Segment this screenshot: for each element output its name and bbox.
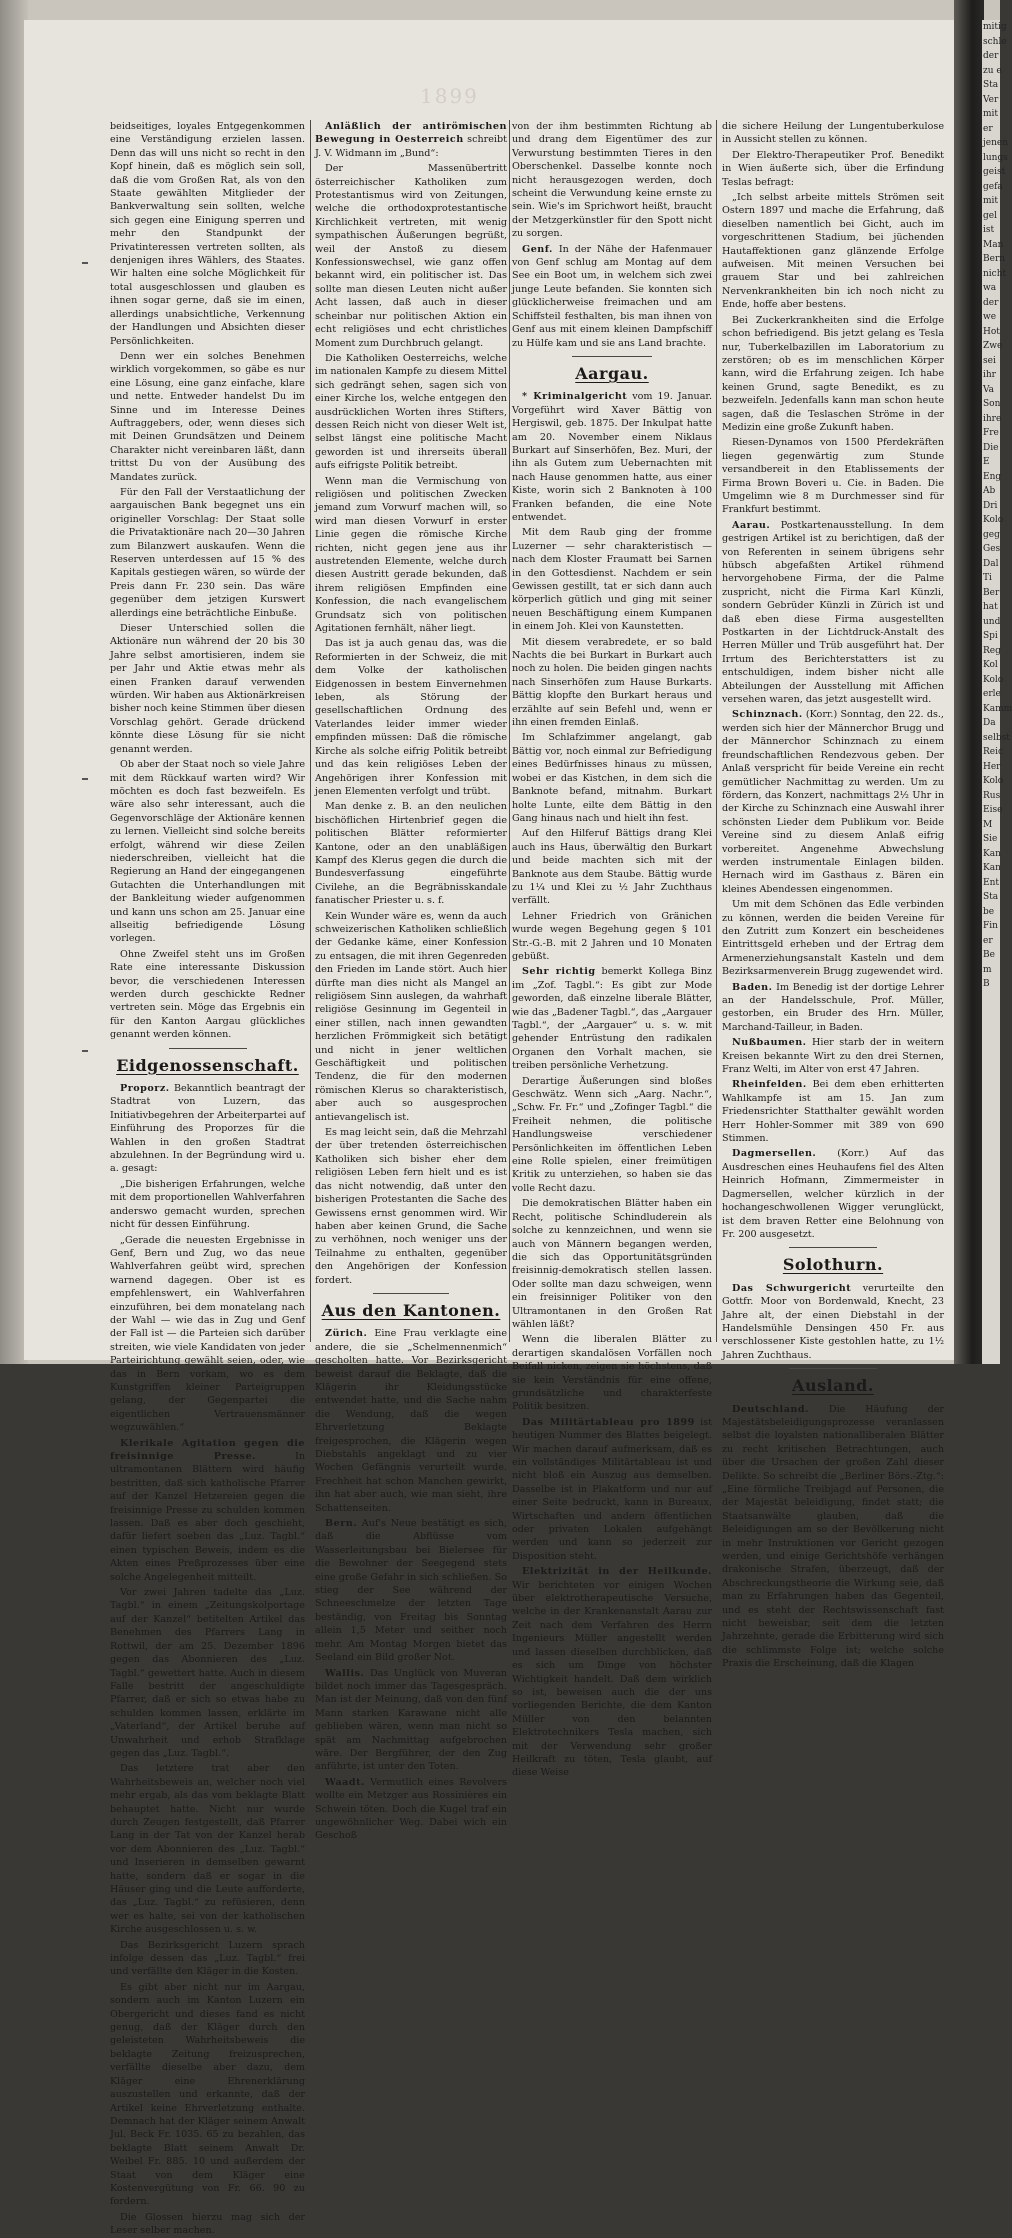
paragraph: Kein Wunder wäre es, wenn da auch schweizerischen Katholiken schließlich der Gedanke käme, einer Konfession zu entsagen, die mit ihren Gegenreden den Frieden im Lande stört. Auch hier dürfte man dies nicht als Mangel an religiösem Sinn auslegen, da wahrhaft religiöse Gesinnung im Gegenteil in einer stillen, nach innen gewandten herzlichen Frömmigkeit sich betätigt und nicht in jener weltlichen Geschäftigkeit und politischen Tendenz, die für den modernen römischen Klerus so charakteristisch, aber auch so ausgesprochen antievangelisch ist.: [315, 910, 507, 1123]
article-text: Wir berichteten vor einigen Wochen über elektrotherapeutische Versuche, welche in der Krankenanstalt Aarau zur Zeit nach dem Verfahren des Herrn Ingenieurs Müller angestellt werden und lassen dieselben durchblicken, daß es sich um Dinge von höchster Wichtigkeit handelt. Daß dem wirklich so ist, beweisen auch die der uns vorliegenden Berichte, die dem Kanton Müller von den belannten Elektrotechnikers Tesla machen, sich mit der Verwendung sehr großer Heilkraft zu töten, Tesla glaubt, auf diese Weise: [512, 1579, 712, 1779]
article-heading: Baden.: [732, 981, 773, 993]
paragraph: Es mag leicht sein, daß die Mehrzahl der über tretenden österreichischen Katholiken sich bisher eher dem religiösen Leben fern hielt und es ist das nicht notwendig, daß unter den bisherigen Protestanten die Sache des Gewissens ernst genommen wird. Wir haben aber keinen Grund, die Sache zu verhöhnen, noch weniger uns der Teilnahme zu enthalten, gegenüber den Angehörigen der Konfession fordert.: [315, 1127, 507, 1286]
column-1: [110, 120, 305, 2237]
facing-page-fragment: mit: [983, 109, 999, 119]
article-heading: Schinznach.: [732, 709, 803, 721]
facing-page-fragment: selbst: [983, 732, 1010, 743]
article-heading: Das Schwurgericht: [732, 1282, 852, 1294]
article-text: verurteilte den Gottfr. Moor von Bordenwald, Knecht, 23 Jahre alt, der einen Diebstahl in der Handelsmühle Densingen 450 Fr. aus verschlossener Kiste gestohlen hatte, zu 1½ Jahren Zuchthaus.: [722, 1282, 944, 1361]
facing-page-fragment: Fin: [983, 921, 998, 931]
facing-page-fragment: Kamm: [983, 703, 1012, 714]
column-3: [512, 120, 713, 1779]
article-heading: Rheinfelden.: [732, 1079, 807, 1091]
article-heading: Genf.: [522, 243, 553, 255]
paragraph: Der Massenübertritt österreichischer Katholiken zum Protestantismus wird von Zeitungen, welche die orthodoxprotestantische Kirchlichkeit vertreten, mit wenig sympathischen Äußerungen begrüßt, weil der Anstoß zu diesem Konfessionswechsel, wie ganz offen bekannt wird, ein politischer ist. Das sollte man diesen Leuten nicht außer Acht lassen, daß auch in dieser scheinbar nur politischen Aktion ein echt religiöses und echt christliches Moment zum Durchbruch gelangt.: [315, 163, 507, 349]
paragraph: Ob aber der Staat noch so viele Jahre mit dem Rückkauf warten wird? Wir möchten es doch fast bezweifeln. Es wäre also sehr interessant, auch die Gegenvorschläge der Aktionäre kennen zu lernen. Vielleicht sind solche bereits erfolgt, während wir diese Zeilen niederschreiben, vielleicht hat die Regierung an Hand der eingegangenen Gutachten die Unterhandlungen mit der Bankleitung wieder aufgenommen und kann uns schon am 25. Januar eine allseitig befriedigende Lösung vorlegen.: [110, 759, 305, 945]
paragraph: Die demokratischen Blätter haben ein Recht, politische Schindluderein als solche zu kennzeichnen, und wenn sie auch von Männern begangen werden, die sich das Opportunitätsgründen freisinnig-demokratisch stellen lassen. Oder sollte man dazu schweigen, wenn ein freisinniger Politiker von den Ultramontanen in den Großen Rat wählen läßt?: [512, 1198, 712, 1330]
facing-page-fragment: Eng: [983, 471, 1002, 482]
section-heading-solothurn: Solothurn.: [782, 1255, 884, 1275]
facing-page-fragment: wa: [983, 283, 997, 293]
paragraph: Riesen-Dynamos von 1500 Pferdekräften liegen gegenwärtig zum Stunde versandbereit in den Etablissements der Firma Brown Boveri u. Cie. in Baden. Die Umgelimn wie 8 m Durchmesser sind für Frankfurt bestimmt.: [722, 437, 944, 516]
paragraph: „Ich selbst arbeite mittels Strömen seit Ostern 1897 und mache die Erfahrung, daß dieselben namentlich bei Gicht, auch im vorgeschrittenen Stadium, bei jüchenden Hautaffektionen ganz glänzende Erfolge aufweisen. Mit meinen Versuchen bei grauem Star und bei zahlreichen Nervenkrankheiten bin ich noch nicht zu Ende, hoffe aber bestens.: [722, 192, 944, 311]
divider: [169, 1048, 247, 1049]
facing-page-fragment: Rus: [983, 790, 1001, 801]
article-text: In ultramontanen Blättern wird häufig bestritten, daß sich katholische Pfarrer auf der Kanzel Hetzereien gegen die freisinnige Presse zu schulden kommen lassen. Daß es aber doch geschieht, dafür liefert soeben das „Luz. Tagbl.“ einen typischen Beweis, indem es die Akten eines Preßprozesses über eine solche Angelegenheit mitteilt.: [110, 1451, 305, 1583]
article-heading: Anläßlich der antirömischen Bewegung in Oesterreich: [315, 121, 507, 146]
facing-page-fragment: geist: [983, 167, 1006, 177]
paragraph: von der ihm bestimmten Richtung ab und drang dem Eigentümer des zur Verwurstung bestimmten Tieres in den Oberschenkel. Dasselbe konnte noch nicht herausgezogen werden, doch scheint die Verwundung keine ernste zu sein. Wie's im Sprichwort heißt, braucht der Metzgerkünstler für den Spott nicht zu sorgen.: [512, 121, 712, 240]
facing-page-fragment: ihre: [983, 413, 1002, 424]
article-heading: Zürich.: [325, 1328, 368, 1340]
article-heading: Waadt.: [325, 1776, 365, 1788]
section-heading-kantonen: Aus den Kantonen.: [321, 1300, 501, 1320]
facing-page-fragment: we: [983, 312, 997, 322]
article-heading: Dagmersellen.: [732, 1148, 817, 1160]
facing-page-fragment: zu e: [983, 65, 1002, 76]
facing-page-fragment: Dal: [983, 558, 999, 569]
paragraph: Der Elektro-Therapeutiker Prof. Benedikt in Wien äußerte sich, über die Erfindung Teslas befragt:: [722, 149, 944, 188]
facing-page-fragment: Da: [983, 718, 996, 728]
column-4: [722, 120, 944, 1670]
facing-page-fragment: Reic: [983, 747, 1004, 757]
facing-page-fragment: Sta: [983, 80, 999, 90]
margin-mark: [82, 778, 88, 780]
article-heading: Nußbaumen.: [732, 1037, 807, 1049]
paragraph: Lehner Friedrich von Gränichen wurde wegen Begehung gegen § 101 Str.-G.-B. mit 2 Jahren und 10 Monaten gebüßt.: [512, 910, 712, 962]
margin-mark: [82, 262, 88, 264]
article-text: Das Unglück von Muveran bildet noch immer das Tagesgespräch. Man ist der Meinung, daß von den fünf Mann starken Karawane nicht alle geblieben wären, wenn man nicht so spät am Nachmittag aufgebrochen wäre. Der Bergführer, der den Zug anführte, ist unter den Toten.: [315, 1667, 507, 1773]
article-heading: Proporz.: [120, 1083, 170, 1095]
article-heading: Aarau.: [732, 519, 771, 531]
facing-page-fragment: Kan: [983, 848, 1001, 859]
facing-page-fragment: ihr: [983, 370, 996, 380]
facing-page-fragment: Eise: [983, 805, 1003, 815]
paragraph: Auf den Hilferuf Bättigs drang Klei auch ins Haus, überwältig den Burkart und beide machten sich mit der Banknote aus dem Staube. Bättig wurde zu 1¼ und Klei zu ½ Jahr Zuchthaus verfällt.: [512, 828, 712, 907]
article-text: Bei dem eben erhitterten Wahlkampfe ist am 15. Jan zum Friedensrichter Statthalter gewählt worden Herr Hohler-Sommer mit 389 von 690 Stimmen.: [722, 1079, 944, 1145]
facing-page-fragment: sei: [983, 355, 996, 366]
facing-page-fragment: jenen: [983, 138, 1009, 148]
facing-page-fragment: Ber: [983, 587, 1000, 598]
article-text: ist heutigen Nummer des Blattes beigelegt. Wir machen darauf aufmerksam, daß es ein vollständiges Militärtableau ist und nicht bloß ein Auszug aus demselben. Dasselbe ist in Plakatform und nur auf einer Seite bedruckt, kann in Bureaux, Wirtschaften und andern öffentlichen oder privaten Lokalen aufgehängt werden und kann so jederzeit zur Disposition steht.: [512, 1416, 712, 1562]
facing-page-fragment: mit: [983, 196, 999, 206]
quote: „Die bisherigen Erfahrungen, welche mit dem proportionellen Wahlverfahren anderswo gemacht wurden, sprechen nicht für dessen Einführung.: [110, 1178, 305, 1231]
paragraph: beidseitiges, loyales Entgegenkommen eine Verständigung erzielen lassen. Denn das will uns nicht so recht in den Kopf hinein, daß es möglich sein soll, daß die vom Großen Rat, als von den Staate gewählten Mitglieder der Bankverwaltung sein sollten, welche sich gegen eine Einigung sperren und mehr den Standpunkt der Privatinteressen vertreten sollten, als denjenigen ihres Wählers, des Staates. Wir halten eine solche Möglichkeit für total ausgeschlossen und glauben es ihnen sogar gerne, daß sie im einen, allerdings unabsichtliche, Verkennung der Handlungen und Absichten dieser Persönlichkeiten.: [110, 121, 305, 347]
facing-page-fragment: Die: [983, 442, 999, 453]
facing-page-fragment: der: [983, 297, 999, 308]
article-text: Eine Frau verklagte eine andere, die sie „Schelmennenmich“ gescholten hatte. Vor Bezirksgericht beweist darauf die Beklagte, daß die Klägerin ihr Kleidungsstücke entwendet hatte, und die Sache nahm die Wendung, daß die wegen Ehrverletzung Beklagte freigesprochen, die Klägerin wegen Diebstahls angeklagt und zu vier Wochen Gefängnis verurteilt wurde. Frechheit hat schon Manchen gewirkt, ihn hat aber auch, wie man sieht, ihre Schattenseiten.: [315, 1328, 507, 1514]
paragraph: die sichere Heilung der Lungentuberkulose in Aussicht stellen zu können.: [722, 121, 944, 146]
column-rule: [716, 120, 717, 1342]
paragraph: Die Glossen hierzu mag sich der Leser selber machen.: [110, 2211, 305, 2237]
article-text: schreibt J. V. Widmann im „Bund“:: [315, 134, 507, 159]
facing-page-fragment: Ver: [983, 94, 999, 105]
facing-page-fragment: er: [983, 935, 993, 946]
facing-page-fragment: Spi: [983, 631, 998, 641]
facing-page-fragment: Bern: [983, 254, 1006, 264]
section-heading-eidgenossenschaft: Eidgenossenschaft.: [116, 1055, 299, 1075]
article-text: Hier starb der in weitern Kreisen bekannte Wirt zu den drei Sternen, Franz Welti, im Alter von erst 47 Jahren.: [722, 1037, 944, 1076]
quote: „Gerade die neuesten Ergebnisse in Genf, Bern und Zug, wo das neue Wahlverfahren geübt wird, sprechen warnend dagegen. Ober ist es empfehlenswert, ein Wahlverfahren einzuführen, bei dem monatelang nach der Wahl — wie das in Zug und Genf der Fall ist — die Parteien sich darüber streiten, wie viele Kandidaten von jeder Parteirichtung gewählt seien, oder, wie das in Bern vorkam, wo es dem Kunstgriffen kleiner Parteigruppen gelang, der Gegenpartei die eigentlichen Vertrauensmänner wegzuwählen.“: [110, 1234, 305, 1434]
article-heading: Wallis.: [325, 1667, 365, 1679]
facing-page-edge: [982, 20, 1012, 1364]
facing-page-fragment: Kolo: [983, 515, 1004, 525]
paragraph: Denn wer ein solches Benehmen wirklich vorgekommen, so gäbe es nur eine Lösung, eine ganz einfache, klare und nette. Entweder handelst Du im Sinne und im Interesse Deines Auftraggebers, oder, wenn dieses sich mit Deinen Grundsätzen und Deinem Charakter nicht vereinbaren läßt, dann trittst Du von der Ausübung des Mandates zurück.: [110, 350, 305, 483]
facing-page-fragment: geg: [983, 529, 1000, 540]
paragraph: Derartige Äußerungen sind bloßes Geschwätz. Wenn sich „Aarg. Nachr.“, „Schw. Fr. Fr.“ und „Zofinger Tagbl.“ die Freiheit nehmen, die politische Handlungsweise verschiedener Persönlichkeiten im öffentlichen Leben eine Rolle spielen, einer freimütigen Kritik zu unterziehen, so haben sie das volle Recht dazu.: [512, 1075, 712, 1194]
paragraph: Für den Fall der Verstaatlichung der aargauischen Bank begegnet uns ein origineller Vorschlag: Der Staat solle die Privataktionäre nach 20—30 Jahren zum Bilanzwert auskaufen. Wenn die Reserven unterdessen auf 15 % des Kapitals gestiegen wären, so würde der Preis dann Fr. 230 sein. Das wäre gegenüber dem jetzigen Kurswert allerdings eine beträchtliche Einbuße.: [110, 486, 305, 619]
article-text: Im Benedig ist der dortige Lehrer an der Handelsschule, Prof. Müller, gestorben, ein Bruder des Hrn. Müller, Marchand-Tailleur, in Baden.: [722, 981, 944, 1033]
paragraph: Das letztere trat aber den Wahrheitsbeweis an, welcher noch viel mehr ergab, als das vom beklagte Blatt behauptet hatte. Nicht nur wurde durch Zeugen festgestellt, daß Pfarrer Lang in der Tat von der Kanzel herab vor dem Abonnieren des „Luz. Tagbl.“ und Inserieren in demselben gewarnt hatte, sondern daß er sogar in die Häuser ging und die Leute aufforderte, das „Luz. Tagbl.“ zu refüsieren, denn wer es halte, sei von der katholischen Kirche ausgeschlossen u. s. w.: [110, 1763, 305, 1936]
paragraph: Man denke z. B. an den neulichen bischöflichen Hirtenbrief gegen die politischen Blätter reformierter Kantone, oder an den unabläßigen Kampf des Klerus gegen die durch die Bundesverfassung eingeführte Civilehe, an die Begräbnisskandale fanatischer Priester u. s. f.: [315, 801, 507, 907]
paragraph: Bei Zuckerkrankheiten sind die Erfolge schon befriedigend. Bis jetzt gelang es Tesla nur, Tuberkelbazillen im Laboratorium zu zerstören; ob es im menschlichen Körper kann, wird die Erfahrung zeigen. Ich habe keinen Grund, sagte Benedikt, es zu bezweifeln. Jedenfalls kann man schon heute sagen, daß die Teslaschen Ströme in der Medizin eine große Zukunft haben.: [722, 314, 944, 433]
margin-mark: [82, 1050, 88, 1052]
article-text: Auf's Neue bestätigt es sich, daß die Abflüsse vom Wasserleitungsbau bei Bielersee für die Bewohner der Seegegend stets eine große Gefahr in sich schließen. So stieg der See während der Schneeschmelze der letzten Tage beständig, von Freitag bis Sonntag allein 1,5 Meter und seither noch mehr. Am Montag Morgen bietet das Seeland ein Bild großer Not.: [315, 1518, 507, 1664]
facing-page-fragment: Zwe: [983, 341, 1003, 351]
facing-page-fragment: mitig: [983, 22, 1007, 32]
paragraph: Die Katholiken Oesterreichs, welche im nationalen Kampfe zu diesem Mittel sich gedrängt sehen, sagen sich von einer Kirche los, welche entgegen den ausdrücklichen Worten ihres Stifters, dessen Reich nicht von dieser Welt ist, selbst längst eine politische Macht geworden ist und ihrerseits überall aufs eifrigste Politik betreibt.: [315, 352, 507, 472]
paragraph: Vor zwei Jahren tadelte das „Luz. Tagbl.“ in einem „Zeitungskolportage auf der Kanzel“ betitelten Artikel das Benehmen des Pfarrers Lang in Rottwil, der am 25. Dezember 1896 gegen das Abonnieren des „Luz. Tagbl.“ gewettert hatte. Auch in diesem Falle bestritt der angeschuldigte Pfarrer, daß er sich so etwas habe zu schulden kommen lassen, erklärte im „Vaterland“, der Artikel beruhe auf Unwahrheit und erhob Strafklage gegen das „Luz. Tagbl.“.: [110, 1587, 305, 1759]
section-heading-aargau: Aargau.: [575, 363, 649, 383]
facing-page-fragment: Kan: [983, 863, 1001, 873]
facing-page-fragment: nicht: [983, 268, 1007, 279]
facing-page-fragment: Va: [983, 384, 995, 395]
article-text: vom 19. Januar. Vorgeführt wird Xaver Bättig von Hergiswil, geb. 1875. Der Inkulpat hatte am 20. November einem Niklaus Burkart auf Sinserhöfen, Bez. Muri, der ihn als Gutem zum Uebernachten mit nach Hause genommen hatte, aus einer Kiste, worin sich 2 Banknoten à 100 Franken befanden, die eine Note entwendet.: [512, 391, 712, 523]
paragraph: Mit dem Raub ging der fromme Luzerner — sehr charakteristisch — nach dem Kloster Fraumatt bei Sarnen in den Gottesdienst. Nachdem er sein Gewissen gestillt, tat er sich dann auch körperlich gütlich und ging mit seiner neuen Beschäftigung einem Kumpanen in einem Joh. Klei von Kaunstetten.: [512, 527, 712, 633]
paragraph: Dieser Unterschied sollen die Aktionäre nun während der 20 bis 30 Jahre selbst amortisieren, indem sie per Jahr und Aktie etwas mehr als einen Franken darauf verwenden würden. Wir haben aus Aktionärkreisen bisher noch keine Stimmen über diesen Vorschlag gehört. Gerade drückend könnte diese Lösung für sie nicht genannt werden.: [110, 623, 305, 755]
column-rule: [509, 120, 510, 1342]
facing-page-fragment: Reg: [983, 645, 1001, 656]
divider: [373, 1293, 450, 1294]
facing-page-fragment: Man: [983, 239, 1004, 250]
facing-page-fragment: hat: [983, 602, 998, 612]
facing-page-fragment: Ti: [983, 573, 992, 583]
facing-page-fragment: Be: [983, 950, 995, 960]
article-text: bemerkt Kollega Binz im „Zof. Tagbl.“: Es gibt zur Mode geworden, daß einzelne liberale Blätter, wie das „Badener Tagbl.“, das „Aargauer Tagbl.“, der „Aargauer“ u. s. w. mit gehender Entrüstung den radikalen Organen den Vorhalt machen, sie treiben persönliche Verhetzung.: [512, 966, 713, 1072]
article-heading: Bern.: [325, 1518, 358, 1530]
book-binding-gutter: [954, 0, 984, 1364]
facing-page-fragment: erle: [983, 689, 1001, 699]
facing-page-fragment: Kolo: [983, 674, 1004, 685]
paragraph: Ohne Zweifel steht uns im Großen Rate eine interessante Diskussion bevor, die verschiedenen Interessen werden durch geschickte Redner vertreten sein. Möge das Ergebnis ein für den Kanton Aargau glückliches genannt werden können.: [110, 948, 305, 1041]
paragraph: Wenn man die Vermischung von religiösen und politischen Zwecken jemand zum Vorwurf machen will, so wird man diesen Vorwurf in erster Linie gegen die römische Kirche richten, nicht gegen jene aus ihr austretenden Elemente, welche durch diesen Austritt gerade bekunden, daß ihrem religiösen Empfinden eine Konfession, die nach evangelischem Grundsatz sich von politischen Agitationen fernhält, näher liegt.: [315, 475, 507, 635]
facing-page-fragment: B: [983, 979, 990, 989]
article-text: Vermutlich eines Revolvers wollte ein Metzger aus Rossinières ein Schwein töten. Doch die Kugel traf ein ungewöhnlicher Weg. Dabei wich ein Geschoß: [315, 1776, 507, 1842]
article-heading: Sehr richtig: [522, 966, 596, 978]
facing-page-fragment: lungs: [983, 152, 1008, 163]
paragraph: Mit diesem verabredete, er so bald Nachts die bei Burkart in Burkart auch noch zu holen. Die beiden gingen nachts nach Sinserhöfen zum Hause Burkarts. Bättig klopfte den Burkart heraus und erzählte auf sein Befehl und, wenn er ihn einen fremden Einlaß.: [512, 636, 712, 729]
facing-page-fragment: ist: [983, 225, 995, 235]
facing-page-fragment: der: [983, 51, 999, 61]
paragraph: Das Bezirksgericht Luzern sprach infolge dessen das „Luz. Tagbl.“ frei und verfällte den Kläger in die Kosten.: [110, 1939, 305, 1978]
facing-page-fragment: Her: [983, 761, 1001, 772]
facing-page-fragment: gefa: [983, 181, 1003, 192]
facing-page-fragment: Kol: [983, 660, 998, 670]
facing-page-fragment: und: [983, 616, 1001, 627]
article-text: (Korr.) Auf das Ausdreschen eines Heuhaufens fiel des Alten Heinrich Hofmann, Zimmermeister in Dagmersellen, welcher kürzlich in der hochangeschwollenen Wigger verunglückt, ist dem braven Retter eine Belohnung von Fr. 200 ausgesetzt.: [722, 1148, 944, 1240]
facing-page-fragment: gel: [983, 210, 997, 221]
facing-page-fragment: Sie: [983, 834, 998, 844]
article-heading: Deutschland.: [732, 1403, 809, 1415]
facing-page-fragment: M: [983, 819, 993, 830]
facing-page-fragment: Son: [983, 399, 1001, 409]
facing-page-fragment: Fre: [983, 428, 999, 438]
article-text: In der Nähe der Hafenmauer von Genf schlug am Montag auf dem See ein Boot um, in welchem sich zwei junge Leute befanden. Sie konnten sich glücklicherweise freimachen und am Schiffsteil festhalten, bis man ihnen von Genf aus mit einem kleinen Dampfschiff zu Hülfe kam und sie ans Land brachte.: [512, 243, 712, 349]
article-heading: Das Militärtableau pro 1899: [522, 1416, 695, 1428]
facing-page-fragment: Ges: [983, 544, 1001, 554]
paragraph: Im Schlafzimmer angelangt, gab Bättig vor, noch einmal zur Befriedigung eines Bedürfnisses hinaus zu müssen, wobei er das Kistchen, in dem sich die Banknote befand, mitnahm. Burkart holte Lunte, eilte dem Bättig in den Gang hinaus nach und hielt ihn fest.: [512, 732, 712, 824]
article-heading: Elektrizität in der Heilkunde.: [522, 1566, 712, 1578]
column-2: [315, 120, 507, 1842]
facing-page-fragment: Ab: [983, 486, 996, 496]
facing-page-fragment: schle: [983, 36, 1007, 47]
paragraph: Das ist ja auch genau das, was die Reformierten in der Schweiz, die mit dem Volke der katholischen Eidgenossen in bestem Einvernehmen leben, als Störung der gesellschaftlichen Ordnung des Vaterlandes leider immer wieder empfinden müssen: Daß die römische Kirche als solche eifrig Politik betreibt und das kein religiöses Leben der Angehörigen ihrer Konfession mit jenen Elementen verfolgt und trübt.: [315, 638, 507, 797]
article-text: (Korr.) Sonntag, den 22. ds., werden sich hier der Männerchor Brugg und der Männerchor Schinznach zu einem freundschaftlichen Rendezvous geben. Der Anlaß verspricht für beide Vereine ein recht gemütlicher Nachmittag zu werden. Um zu fördern, das Konzert, nachmittags 2½ Uhr in der Kirche zu Schinznach eine Auswahl ihrer schönsten Lieder dem Publikum vor. Beide Vereine sind zu diesem Anlaß eifrig vorbereitet. Angenehme Abwechslung werden instrumentale Einlagen bilden. Hernach wird im Gasthaus z. Bären ein kleines Abendessen eingenommen.: [722, 709, 944, 895]
facing-page-fragment: Sta: [983, 892, 999, 902]
facing-page-fragment: Hot: [983, 326, 1000, 337]
section-heading-ausland: Ausland.: [792, 1376, 874, 1396]
divider: [789, 1368, 878, 1369]
facing-page-fragment: Dri: [983, 500, 998, 511]
article-heading: Klerikale Agitation gegen die freisinnige Presse.: [110, 1437, 305, 1462]
paragraph: Wenn die liberalen Blätter zu derartigen skandalösen Vorfällen noch Beifall nicken, zeigen sie höchstens, daß sie kein Verständnis für eine offene, grundsätzliche und charakterfeste Politik besitzen.: [512, 1334, 712, 1413]
divider: [572, 356, 652, 357]
facing-page-fragment: Ent: [983, 877, 999, 888]
facing-page-fragment: Kolo: [983, 776, 1004, 786]
facing-page-fragment: E: [983, 457, 990, 467]
article-text: Die Häufung der Majestätsbeleidigungsprozesse veranlassen selbst die loyalsten nationalliberalen Blätter zu recht kritischen Betrachtungen, auch über die Ursachen der großen Zahl dieser Delikte. So schreibt die „Berliner Börs.-Ztg.“: „Eine förmliche Treibjagd auf Personen, die der Majestät beleidigung, findet statt; die Staatsanwälte glauben, daß die Beleidigungen am so der Bevölkerung nicht in mehr Instruktionen vor Gericht gezogen werden, und einige Gerichtshöfe verhängen drakonische Strafen, überzeugt, daß der Abschreckungstheorie die Wirkung seie, daß man zu Erfahrungen haben das Gegenteil, und es steht der Rechtswissenschaft fast nicht beweisbar, seit dem die letzten Jahrzehnte, gerade die Erbitterung wird sich die schlimmste Folge ist; welche solche Praxis die Erscheinung, daß die Klagen: [722, 1403, 944, 1670]
column-rule: [310, 120, 311, 1342]
article-text: Bekanntlich beantragt der Stadtrat von Luzern, das Initiativbegehren der Arbeiterpartei auf Einführung des Proporzes für die Wahlen in den großen Stadtrat abzulehnen. In der Begründung wird u. a. gesagt:: [110, 1083, 305, 1175]
facing-page-fragment: m: [983, 964, 992, 975]
article-text: Postkartenausstellung. In dem gestrigen Artikel ist zu berichtigen, daß der von Referenten in seinem übrigens sehr hübsch abgefaßten Artikel rühmend hervorgehobene Firma, der die Palme zuspricht, nicht die Firma Karl Künzli, sondern Gebrüder Künzli in Zürich ist und daß eben diese Firma ausgestellten Postkarten in der Lichtdruck-Anstalt des Herren Müller und Trüb ausgeführt hat. Der Irrtum des Berichterstatters ist zu entschuldigen, indem bisher nicht alle Abteilungen der Ausstellung mit Affichen versehen waren, das jetzt ausgestellt wird.: [722, 519, 944, 706]
facing-page-fragment: be: [983, 906, 995, 917]
bleed-through-text: 1899: [420, 84, 479, 108]
divider: [789, 1247, 878, 1248]
paragraph: Es gibt aber nicht nur im Aargau, sondern auch im Kanton Luzern ein Obergericht und dieses fand es nicht genug, daß der Kläger durch den geleisteten Wahrheitsbeweis die beklagte Zeitung freizusprechen, verfällte dieselbe aber dazu, dem Kläger eine Ehrenerklärung auszustellen und erkannte, daß der Artikel keine Ehrverletzung enthalte. Demnach hat der Kläger seinem Anwalt Jul. Beck Fr. 1035. 65 zu bezahlen, das beklagte Blatt seinem Anwalt Dr. Weibel Fr. 885. 10 und außerdem der Staat von dem Kläger eine Kostenvergütung von Fr. 66. 90 zu fordern.: [110, 1981, 305, 2208]
paragraph: Um mit dem Schönen das Edle verbinden zu können, werden die beiden Vereine für den Zutritt zum Konzert ein bescheidenes Eintrittsgeld erheben und der Ertrag dem Armenerziehungsanstalt Kasteln und dem Bezirksarmenverein Brugg zugewendet wird.: [722, 899, 944, 978]
article-heading: * Kriminalgericht: [522, 391, 628, 403]
facing-page-fragment: er: [983, 123, 993, 134]
